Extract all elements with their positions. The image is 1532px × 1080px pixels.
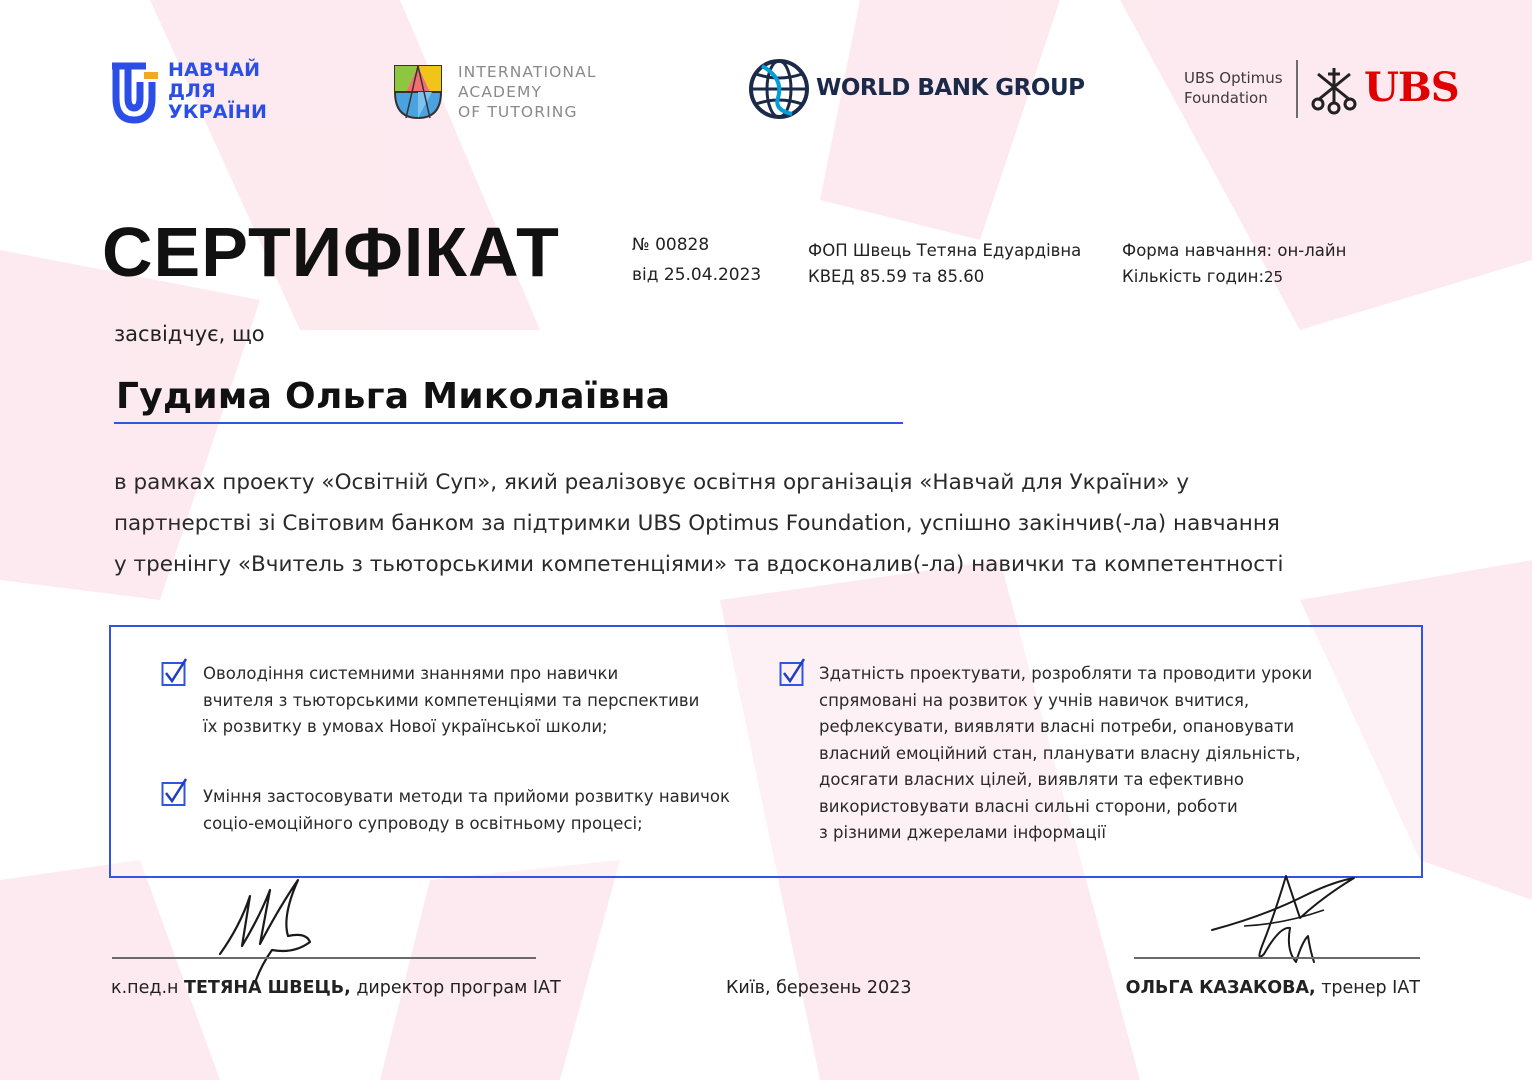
certificate-title: СЕРТИФІКАТ — [102, 213, 560, 291]
checkbox-checked-icon — [779, 657, 805, 687]
world-bank-logo — [748, 58, 1085, 122]
iat-logo — [392, 62, 622, 126]
signatory-right: ОЛЬГА КАЗАКОВА, тренер ІАТ — [1125, 978, 1420, 998]
training-form: Форма навчання: он-лайн — [1122, 241, 1347, 260]
certificate-body — [114, 462, 1444, 585]
body-line: партнерстві зі Світовим банком за підтримки UBS Optimus Foundation, успішно закінчив(-ла) навчання — [114, 511, 1280, 536]
certificate-number: № 00828 — [632, 235, 710, 255]
ubs-wordmark: UBS — [1364, 64, 1459, 111]
body-line: у тренінгу «Вчитель з тьюторськими компетенціями» та вдосконалив(-ла) навички та компетентності — [114, 552, 1284, 577]
competency-item: Уміння застосовувати методи та прийоми розвитку навичок соціо-емоційного супроводу в освітньому процесі; — [203, 787, 730, 833]
training-info-block — [1122, 238, 1346, 290]
issuer-name: ФОП Швець Тетяна Едуардівна — [808, 241, 1082, 260]
name-underline — [114, 422, 903, 424]
competencies-box — [109, 625, 1423, 878]
certificate-date: від 25.04.2023 — [632, 265, 762, 285]
checkbox-checked-icon — [161, 657, 187, 687]
issuer-kved: КВЕД 85.59 та 85.60 — [808, 267, 985, 286]
recipient-name: Гудима Ольга Миколаївна — [116, 376, 671, 417]
certifies-text: засвідчує, що — [114, 322, 265, 346]
signature-line-right — [1134, 957, 1420, 959]
signature-left — [210, 876, 330, 986]
certificate-number-block — [632, 230, 761, 290]
place-date: Київ, березень 2023 — [726, 978, 912, 998]
body-line: в рамках проекту «Освітній Суп», який реалізовує освітня організація «Навчай для України» у — [114, 470, 1190, 495]
iat-emblem-icon — [392, 62, 444, 122]
signature-line-left — [112, 957, 536, 959]
ubs-logo — [1180, 60, 1459, 124]
globe-icon — [748, 58, 810, 120]
training-hours: Кількість годин:25 — [1122, 267, 1284, 286]
ubs-divider — [1296, 60, 1298, 118]
competency-item: Оволодіння системними знаннями про навички вчителя з тьюторськими компетенціями та перспективи їх розвитку в умовах Нової української школи; — [203, 664, 700, 736]
issuer-block — [808, 238, 1081, 290]
competency-item: Здатність проектувати, розробляти та проводити уроки спрямовані на розвиток у учнів навичок вчитися, рефлексувати, виявляти власні потреби, опановувати власний емоційний стан, планувати власну діяльність, досягати власних цілей, виявляти та ефективно використовувати власні сильні сторони, роботи з різними джерелами інформації — [819, 664, 1313, 842]
navchai-emblem-icon — [112, 58, 160, 126]
ubs-foundation-text: UBS Optimus Foundation — [1184, 69, 1283, 107]
navchai-wordmark: НАВЧАЙ ДЛЯ УКРАЇНИ — [168, 59, 268, 123]
navchai-logo — [112, 58, 282, 128]
world-bank-wordmark: WORLD BANK GROUP — [816, 75, 1085, 101]
ubs-keys-icon — [1310, 66, 1358, 116]
signatory-left: к.пед.н ТЕТЯНА ШВЕЦЬ, директор програм ІАТ — [111, 978, 561, 998]
signature-right — [1204, 866, 1364, 976]
checkbox-checked-icon — [161, 777, 187, 807]
iat-wordmark: INTERNATIONAL ACADEMY OF TUTORING — [458, 63, 597, 121]
